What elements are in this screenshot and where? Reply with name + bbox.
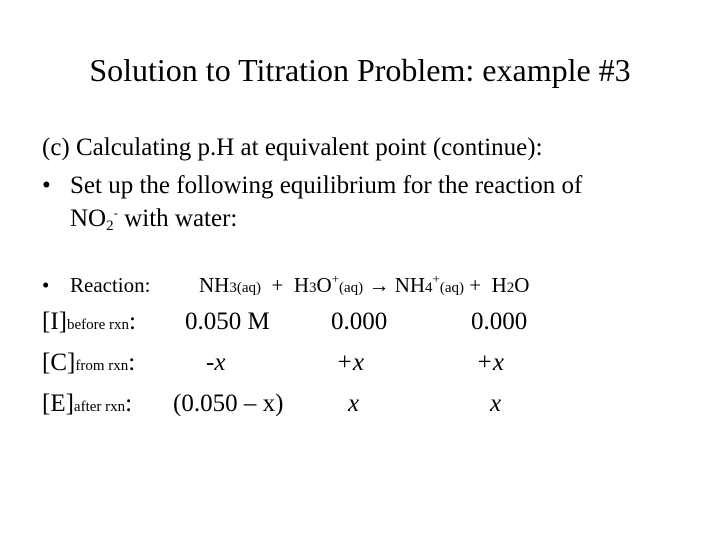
ice-label-colon: : bbox=[125, 390, 133, 417]
ice-cell-product: x bbox=[490, 390, 502, 417]
reactant-h3o-o: O bbox=[316, 273, 332, 297]
ice-label-equilibrium: [E] bbox=[42, 390, 74, 417]
bullet-glyph: • bbox=[42, 172, 51, 199]
bullet-item-setup bbox=[42, 171, 582, 201]
ice-cell-product: +x bbox=[476, 349, 504, 376]
reactant-nh3-state: (aq) bbox=[236, 280, 261, 296]
ice-label-sub: from rxn bbox=[75, 358, 129, 374]
product-h2o: H bbox=[491, 273, 507, 297]
ice-row-label bbox=[42, 348, 135, 381]
product-h2o-subscript: 2 bbox=[506, 280, 515, 296]
ice-row-label bbox=[42, 389, 132, 422]
bullet-item-setup-cont bbox=[70, 204, 237, 234]
bullet-text-line2: with water: bbox=[117, 205, 238, 232]
product-nh4-subscript: 4 bbox=[425, 280, 433, 296]
reactant-h3o: H bbox=[293, 273, 310, 297]
reactant-nh3-subscript: 3 bbox=[229, 280, 237, 296]
ice-row-label bbox=[42, 307, 136, 340]
ice-row-equilibrium bbox=[42, 389, 692, 419]
product-nh4: NH bbox=[394, 273, 426, 297]
species-no2-subscript: 2 bbox=[106, 218, 114, 234]
reactant-h3o-charge: + bbox=[331, 271, 340, 286]
ice-row-change bbox=[42, 348, 692, 378]
reactant-h3o-state: (aq) bbox=[339, 280, 364, 296]
reaction-equation bbox=[199, 272, 529, 301]
plus-sign: + bbox=[271, 273, 284, 297]
product-h2o-o: O bbox=[514, 273, 530, 297]
ice-label-colon: : bbox=[128, 349, 136, 376]
species-no2: NO bbox=[70, 205, 107, 232]
ice-cell-acid: 0.000 bbox=[331, 308, 388, 335]
product-nh4-charge: + bbox=[432, 271, 440, 286]
reaction-arrow-icon: → bbox=[368, 273, 390, 297]
species-no2-charge: - bbox=[113, 205, 118, 220]
plus-sign: + bbox=[469, 273, 482, 297]
ice-label-change: [C] bbox=[42, 349, 76, 376]
product-nh4-state: (aq) bbox=[439, 280, 465, 296]
reactant-nh3: NH bbox=[199, 273, 230, 297]
ice-label-initial: [I] bbox=[42, 308, 67, 335]
reaction-label: Reaction: bbox=[70, 273, 151, 297]
ice-label-sub: before rxn bbox=[66, 317, 130, 333]
ice-label-sub: after rxn bbox=[73, 399, 126, 415]
bullet-text-line1: Set up the following equilibrium for the reaction of bbox=[70, 172, 583, 199]
intro-line: (c) Calculating p.H at equivalent point (continue): bbox=[42, 134, 543, 161]
ice-cell-base: -x bbox=[206, 349, 226, 376]
bullet-glyph: • bbox=[42, 273, 50, 297]
slide-title: Solution to Titration Problem: example #3 bbox=[89, 52, 631, 88]
ice-label-colon: : bbox=[129, 308, 136, 335]
ice-cell-acid: +x bbox=[336, 349, 364, 376]
reactant-h3o-subscript: 3 bbox=[309, 280, 317, 296]
ice-cell-base: (0.050 – x) bbox=[173, 390, 284, 417]
ice-cell-acid: x bbox=[348, 390, 360, 417]
ice-cell-product: 0.000 bbox=[471, 308, 528, 335]
ice-row-initial bbox=[42, 307, 692, 337]
reaction-row bbox=[42, 272, 150, 298]
ice-cell-base: 0.050 M bbox=[185, 308, 270, 335]
